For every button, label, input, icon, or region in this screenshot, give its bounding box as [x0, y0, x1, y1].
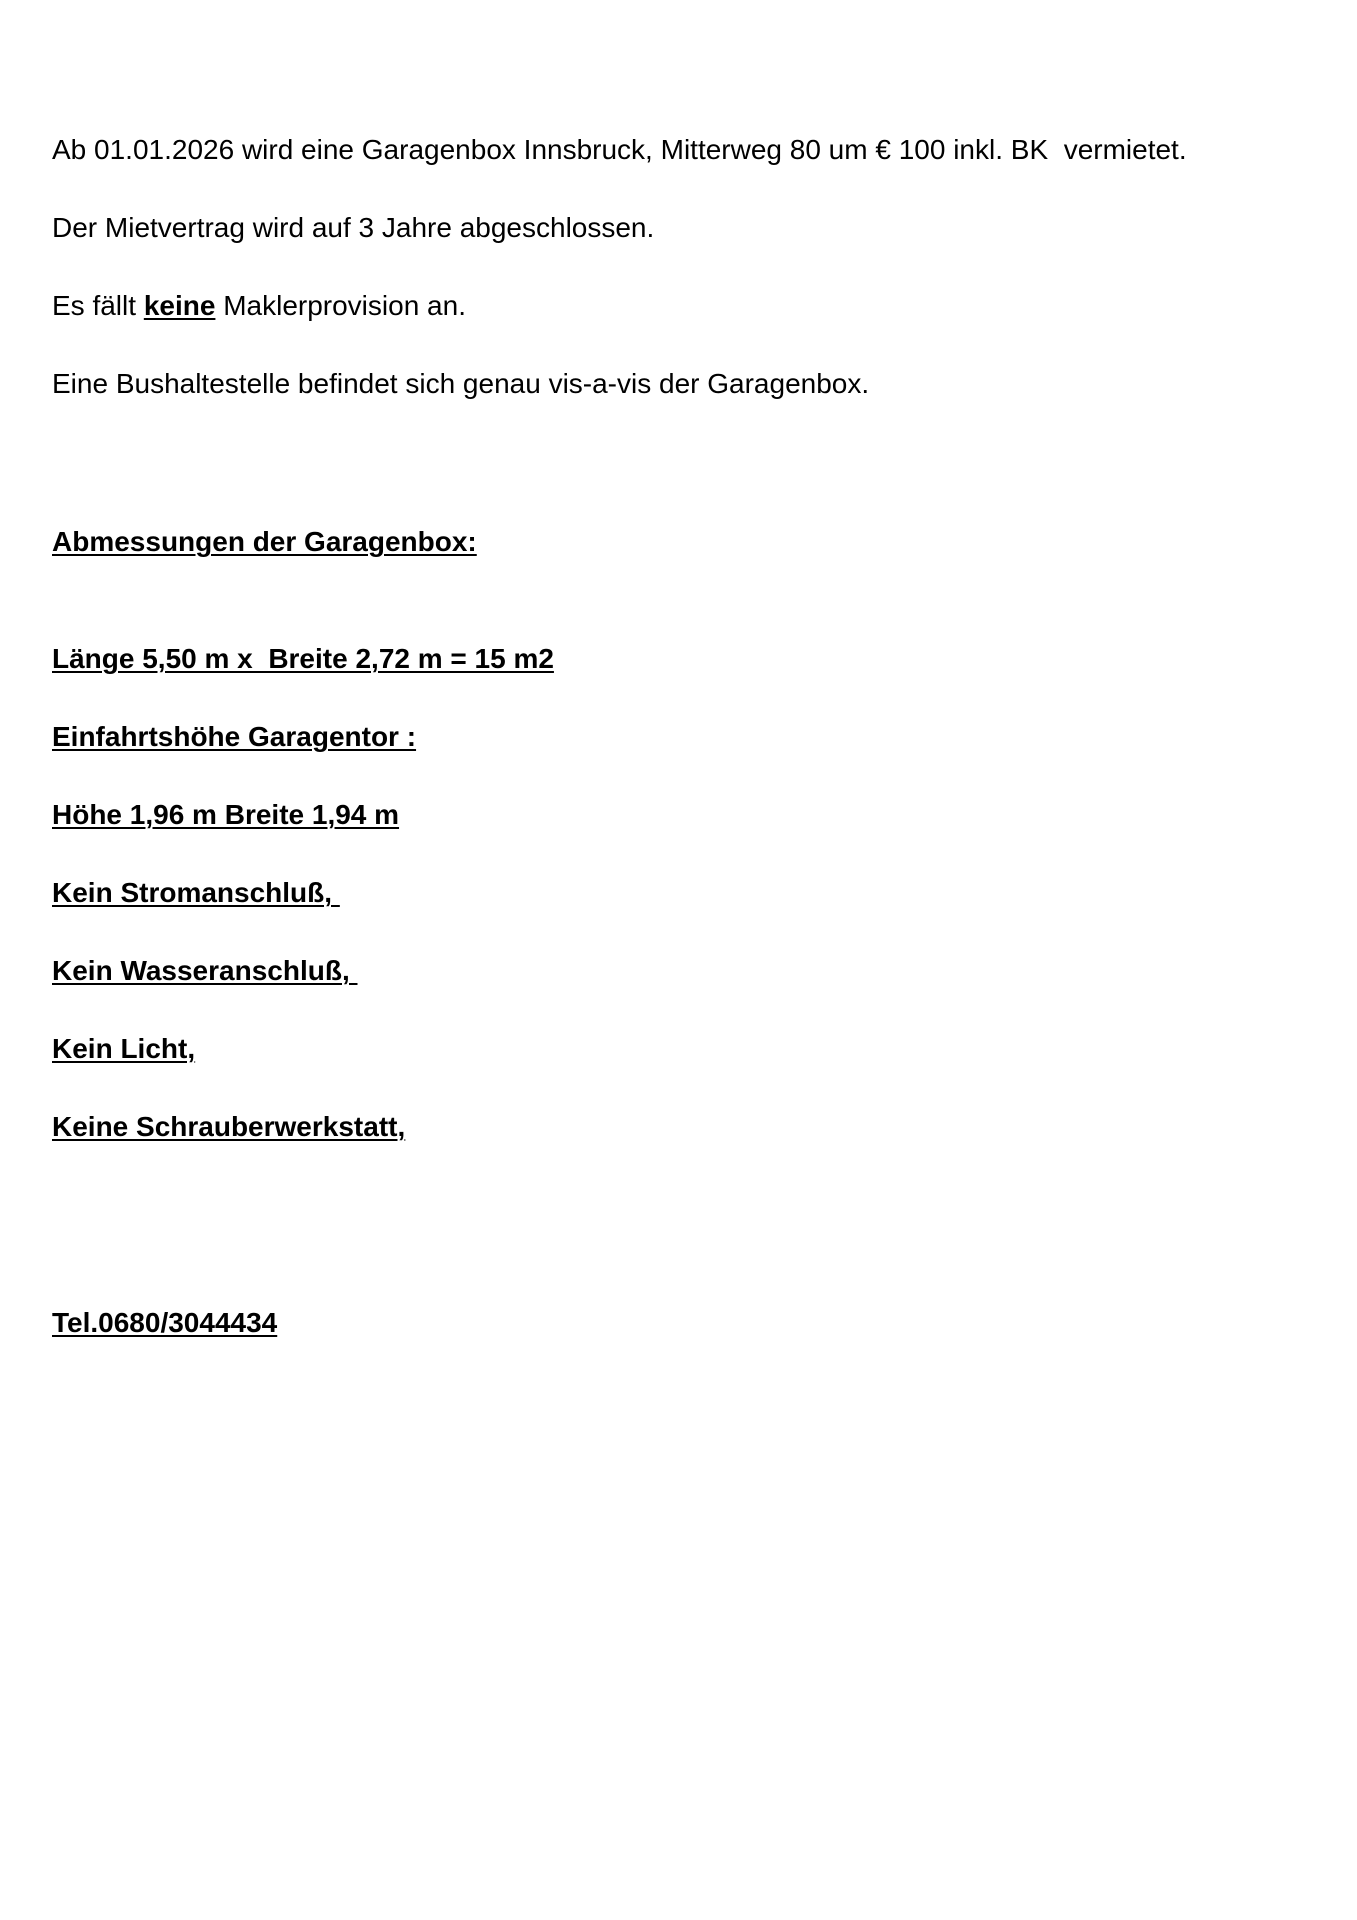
commission-text-after: Maklerprovision an. [215, 290, 466, 321]
feature-no-light: Kein Licht, [52, 1033, 196, 1064]
intro-bus-stop: Eine Bushaltestelle befindet sich genau vis-a-vis der Garagenbox. [52, 368, 870, 399]
intro-rental-offer: Ab 01.01.2026 wird eine Garagenbox Innsbruck, Mitterweg 80 um € 100 inkl. BK vermietet. [52, 134, 1187, 165]
commission-emphasis: keine [143, 290, 216, 321]
intro-commission-line [52, 289, 466, 323]
feature-no-workshop: Keine Schrauberwerkstatt, [52, 1111, 406, 1142]
dimensions-heading: Abmessungen der Garagenbox: [52, 526, 477, 557]
feature-no-electricity: Kein Stromanschluß, [52, 877, 340, 908]
dimensions-size: Länge 5,50 m x Breite 2,72 m = 15 m2 [52, 643, 554, 674]
commission-text-before: Es fällt [52, 290, 144, 321]
gate-heading: Einfahrtshöhe Garagentor : [52, 721, 417, 752]
feature-no-water: Kein Wasseranschluß, [52, 955, 358, 986]
intro-contract-term: Der Mietvertrag wird auf 3 Jahre abgeschlossen. [52, 212, 655, 243]
contact-phone: Tel.0680/3044434 [52, 1307, 278, 1338]
gate-size: Höhe 1,96 m Breite 1,94 m [52, 799, 400, 830]
